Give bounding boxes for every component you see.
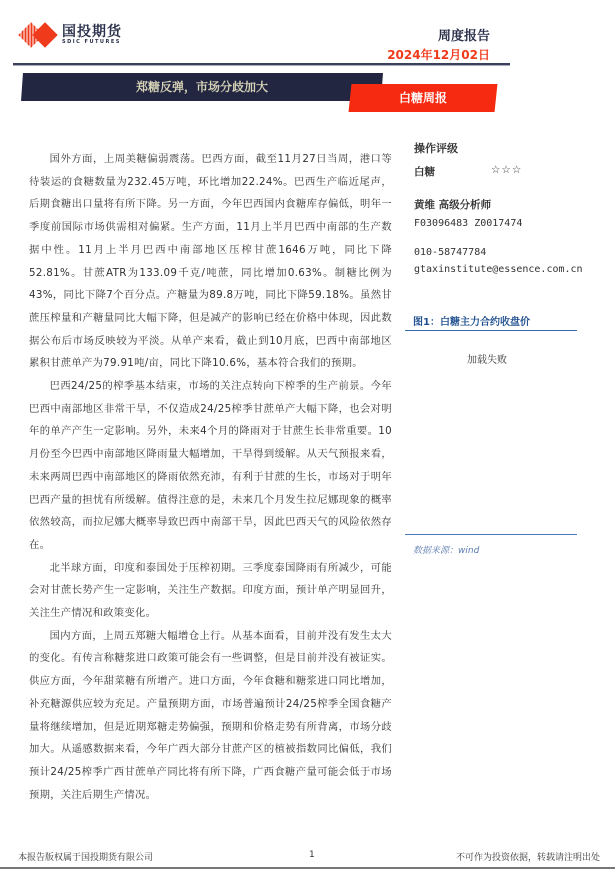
figure-divider: [405, 330, 577, 331]
company-logo: [22, 24, 122, 46]
rating-item: 白糖: [414, 166, 435, 178]
header-divider: [13, 63, 510, 66]
page-number: 1: [309, 850, 315, 860]
figure-source: 数据来源：wind: [413, 546, 480, 556]
star-icons: ☆☆☆: [491, 164, 523, 176]
footer-divider: [0, 867, 615, 869]
footer-copyright: 本报告版权属于国投期货有限公司: [18, 853, 154, 863]
paragraph: 巴西24/25的榨季基本结束，市场的关注点转向下榨季的生产前景。今年巴西中南部地区非常干旱，不仅造成24/25榨季甘蔗单产大幅下降，也会对明年的单产产生一定影响。另外，未来4个月的降雨对于甘蔗生长非常重要。10月份至今巴西中南部地区降雨量大幅增加，干旱得到缓解。从天气预报来看，未来两周巴西中南部地区的降雨依然充沛，有利于甘蔗的生长，市场对于明年巴西产量的担忧有所缓解。值得注意的是，未来几个月发生拉尼娜现象的概率依然较高，而拉尼娜大概率导致巴西中南部干旱，因此巴西天气的风险依然存在。: [29, 380, 392, 551]
report-body: [29, 148, 392, 806]
sidebar: [414, 140, 614, 275]
rating-title: 操作评级: [414, 142, 458, 155]
category-tag-label: 白糖周报: [398, 91, 447, 105]
paragraph: 北半球方面，印度和泰国处于压榨初期。三季度泰国降雨有所减少，可能会对甘蔗长势产生一定影响，关注生产数据。印度方面，预计单产明显回升，关注生产情况和政策变化。: [29, 561, 392, 620]
figure-title: 图1：白糖主力合约收盘价: [413, 317, 530, 328]
figure-placeholder: 加载失败: [467, 355, 507, 366]
analyst-name: 黄维 高级分析师: [414, 199, 492, 211]
license-number: F03096483 Z0017474: [414, 218, 523, 229]
figure-divider-bottom: [405, 534, 577, 535]
phone: 010-58747784: [414, 247, 487, 258]
email-link[interactable]: gtaxinstitute@essence.com.cn: [414, 264, 583, 275]
logo-en: SDIC FUTURES: [62, 39, 121, 45]
paragraph: 国外方面，上周美糖偏弱震荡。巴西方面，截至11月27日当周，港口等待装运的食糖数量为232.45万吨，环比增加22.24%。巴西生产临近尾声，后期食糖出口量将有所下降。另一方面，今年巴西国内食糖库存偏低，明年一季度前国际市场供需相对偏紧。生产方面，11月上半月巴西中南部的生产数据中性。11月上半月巴西中南部地区压榨甘蔗1646万吨，同比下降52.81%。甘蔗ATR为133.09千克/吨蔗，同比增加0.63%。制糖比例为43%，同比下降7个百分点。产糖量为89.8万吨，同比下降59.18%。虽然甘蔗压榨量和产糖量同比大幅下降，但是减产的影响已经在价格中体现，因此数据公布后市场反映较为平淡。从单产来看，截止到10月底，巴西中南部地区累积甘蔗单产为79.91吨/亩，同比下降10.6%，基本符合我们的预期。: [29, 153, 392, 370]
report-date: 2024年12月02日: [387, 48, 490, 62]
report-type: 周度报告: [437, 29, 490, 44]
logo-cn: 国投期货: [62, 24, 122, 40]
footer-disclaimer: 不可作为投资依据，转载请注明出处: [455, 853, 600, 863]
rating-row: [414, 164, 614, 179]
report-title: 郑糖反弹，市场分歧加大: [135, 80, 268, 94]
logo-icon: [22, 24, 58, 46]
paragraph: 国内方面，上周五郑糖大幅增仓上行。从基本面看，目前并没有发生太大的变化。有传言称糖浆进口政策可能会有一些调整，但是目前并没有被证实。供应方面，今年甜菜糖有所增产。进口方面，今年食糖和糖浆进口同比增加，补充糖源供应较为充足。产量预期方面，市场普遍预计24/25榨季全国食糖产量将继续增加，但是近期郑糖走势偏强，预期和价格走势有所背离，市场分歧加大。从遥感数据来看，今年广西大部分甘蔗产区的植被指数同比偏低，我们预计24/25榨季广西甘蔗单产同比将有所下降，广西食糖产量可能会低于市场预期，关注后期生产情况。: [29, 629, 392, 801]
